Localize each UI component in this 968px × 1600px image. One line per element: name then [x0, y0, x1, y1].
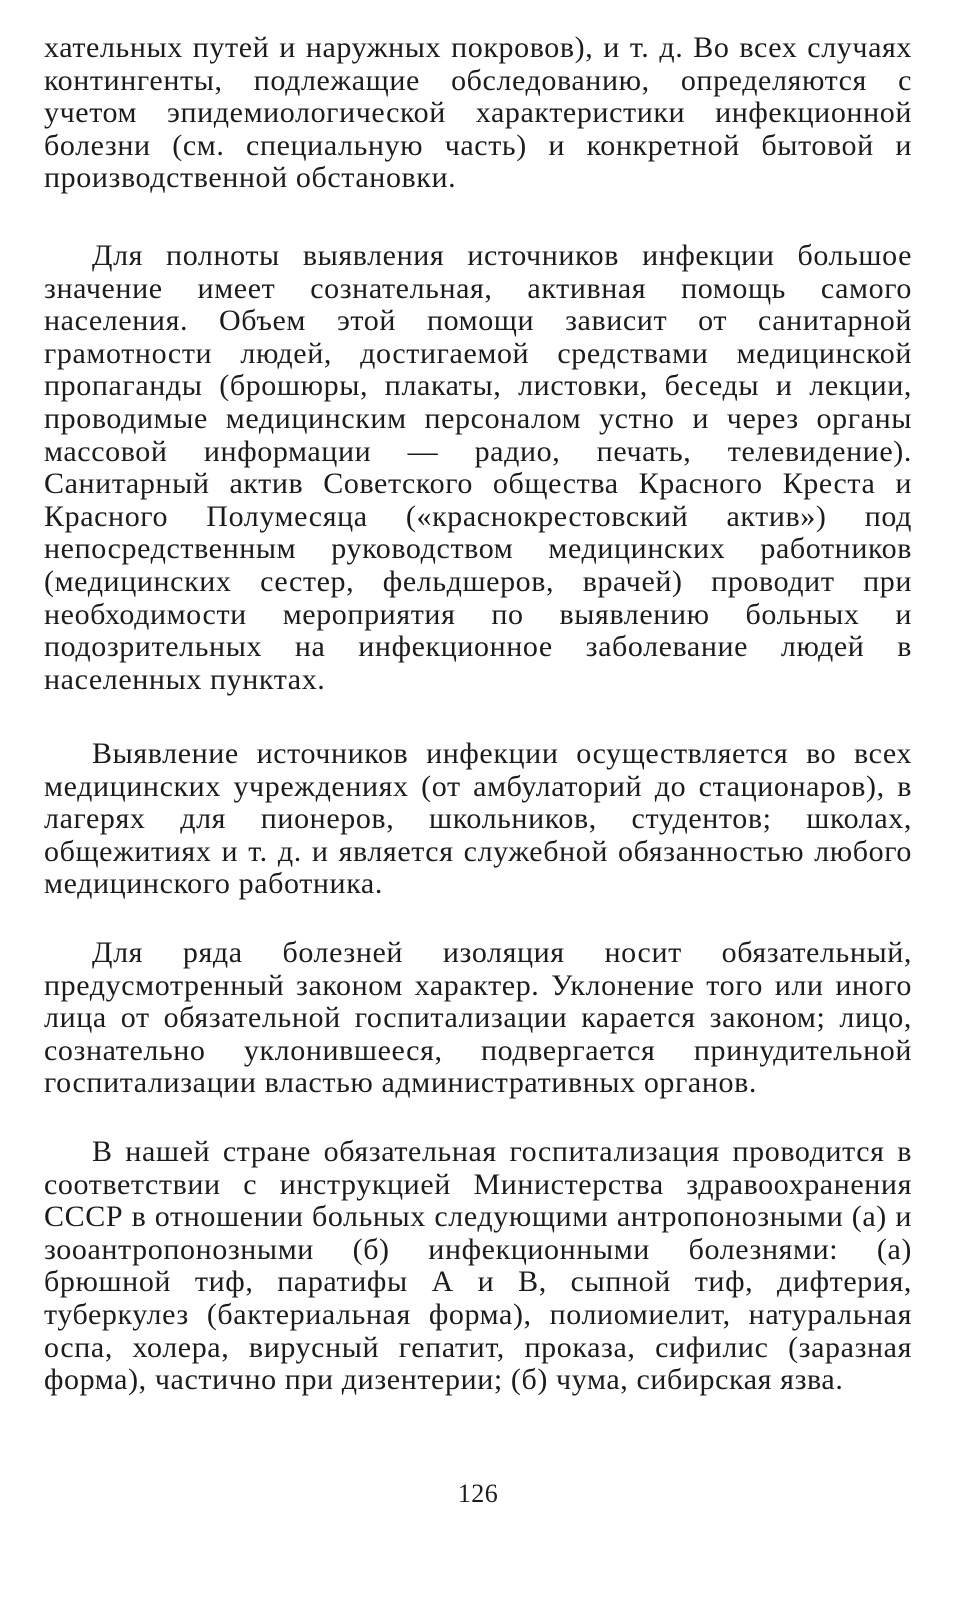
- paragraph-detection-help: Для полноты выявления источников инфекции большое значение имеет сознательная, активная помощь самого населения. Объем этой помощи зависит от санитарной грамотности людей, достигаемой средствами медицинской пропаганды (брошюры, плакаты, листовки, беседы и лекции, проводимые медицинским персоналом устно и через органы массовой информации — радио, печать, телевидение). Санитарный актив Советского общества Красного Креста и Красного Полумесяца («краснокрестовский актив») под непосредственным руководством медицинских работников (медицинских сестер, фельдшеров, врачей) проводит при необходимости мероприятия по выявлению больных и подозрительных на инфекционное заболевание людей в населенных пунктах.: [44, 239, 912, 696]
- page-number: 126: [457, 1479, 499, 1508]
- paragraph-detection-institutions: Выявление источников инфекции осуществляется во всех медицинских учреждениях (от амбулаторий до стационаров), в лагерях для пионеров, школьников, студентов; школах, общежитиях и т. д. и является служебной обязанностью любого медицинского работника.: [44, 737, 912, 901]
- paragraph-continuation: хательных путей и наружных покровов), и т. д. Во всех случаях контингенты, подлежащие обследованию, определяются с учетом эпидемиологической характеристики инфекционной болезни (см. специальную часть) и конкретной бытовой и производственной обстановки.: [44, 31, 912, 195]
- paragraph-hospitalization-list: В нашей стране обязательная госпитализация проводится в соответствии с инструкцией Министерства здравоохранения СССР в отношении больных следующими антропонозными (а) и зооантропонозными (б) инфекционными болезнями: (а) брюшной тиф, паратифы А и В, сыпной тиф, дифтерия, туберкулез (бактериальная форма), полиомиелит, натуральная оспа, холера, вирусный гепатит, проказа, сифилис (заразная форма), частично при дизентерии; (б) чума, сибирская язва.: [44, 1135, 912, 1397]
- paragraph-mandatory-isolation: Для ряда болезней изоляция носит обязательный, предусмотренный законом характер. Уклонение того или иного лица от обязательной госпитализации карается законом; лицо, сознательно уклонившееся, подвергается принудительной госпитализации властью административных органов.: [44, 936, 912, 1100]
- book-page: [44, 32, 912, 1572]
